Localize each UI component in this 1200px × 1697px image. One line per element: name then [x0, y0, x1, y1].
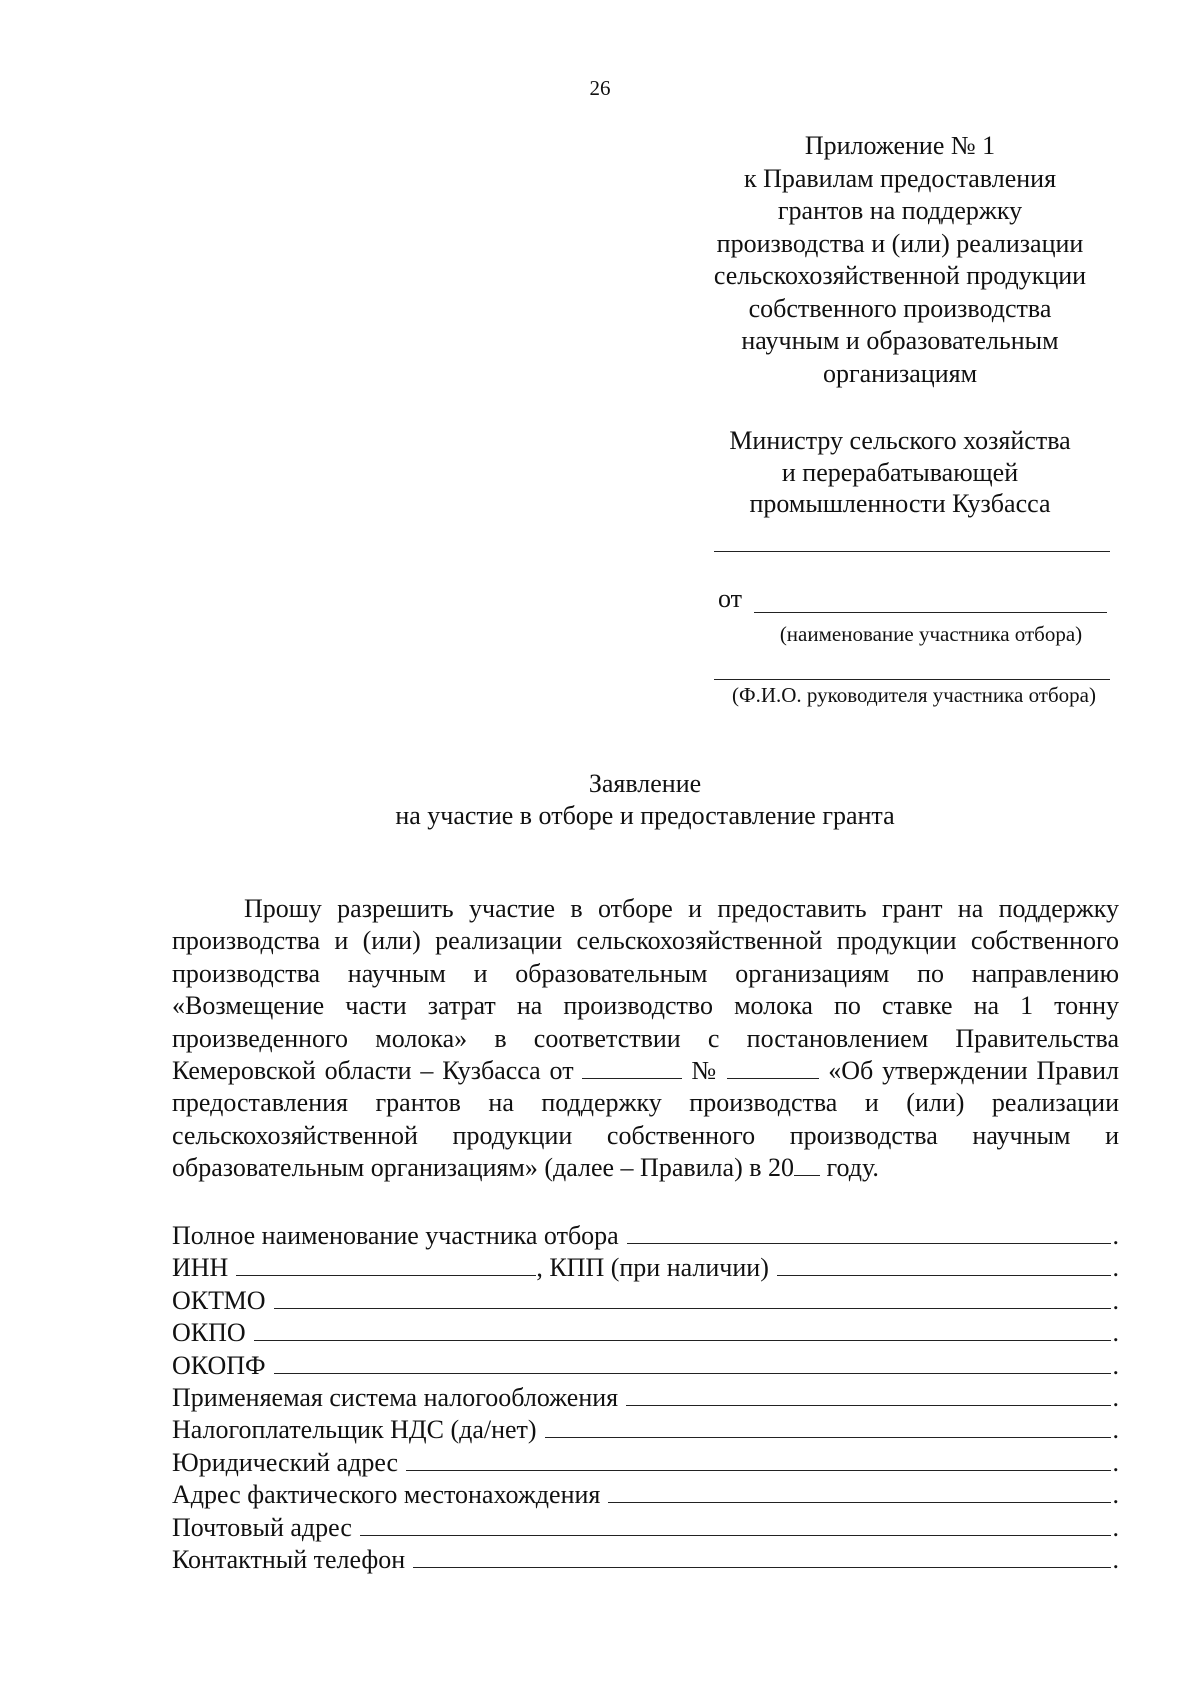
participant-details	[172, 1220, 1119, 1576]
document-title	[0, 768, 1200, 832]
end-mark: .	[1112, 1512, 1119, 1542]
appendix-line: собственного производства	[748, 293, 1052, 323]
phone-blank[interactable]	[413, 1545, 1110, 1568]
appendix-line: организациям	[822, 358, 978, 388]
appendix-line: сельскохозяйственной продукции	[713, 261, 1087, 290]
inn-blank[interactable]	[236, 1253, 536, 1276]
oktmo-blank[interactable]	[274, 1286, 1111, 1309]
postal-address-blank[interactable]	[360, 1513, 1111, 1536]
page-number: 26	[589, 76, 611, 100]
full-name-blank[interactable]	[627, 1221, 1111, 1244]
field-vat-payer	[172, 1414, 1119, 1446]
end-mark: .	[1112, 1318, 1119, 1348]
year-suffix: году.	[826, 1153, 879, 1183]
okopf-blank[interactable]	[274, 1351, 1111, 1374]
head-name-line	[714, 653, 1110, 680]
request-text-part2: «Об утверждении Правил предоставления грантов на поддержку производства и (или) реализации сельскохозяйственной продукции собственного производства научным и образовательным организациям» (далее – Правила) в	[172, 1056, 1120, 1183]
request-text-part1: Прошу разрешить участие в отборе и предоставить грант на поддержку производства и (или) реализации сельскохозяйственной продукции собственного производства научным и образовательным организациям по направлению «Возмещение части затрат на производство молока по ставке на 1 тонну произведенного молока» в соответствии с постановлением Правительства Кемеровской области – Кузбасса от	[172, 894, 1119, 1086]
addressee-line: и перерабатывающей	[781, 457, 1019, 487]
addressee-block	[675, 425, 1125, 520]
end-mark: .	[1112, 1221, 1119, 1250]
title-line: Заявление	[588, 769, 702, 798]
field-okopf	[172, 1350, 1119, 1382]
field-actual-address	[172, 1479, 1119, 1511]
field-label: ОКТМО	[172, 1285, 266, 1315]
field-tax-system	[172, 1382, 1119, 1414]
kpp-blank[interactable]	[777, 1253, 1111, 1276]
field-label: ОКОПФ	[172, 1350, 266, 1380]
legal-address-blank[interactable]	[406, 1448, 1110, 1471]
end-mark: .	[1112, 1285, 1119, 1315]
field-phone	[172, 1544, 1119, 1576]
end-mark: .	[1112, 1382, 1119, 1412]
field-label: Почтовый адрес	[172, 1512, 352, 1542]
decree-number-blank	[727, 1056, 819, 1079]
appendix-line: производства и (или) реализации	[716, 228, 1084, 258]
addressee-line: промышленности Кузбасса	[749, 489, 1051, 518]
field-label: ИНН	[172, 1253, 229, 1283]
field-label: Юридический адрес	[172, 1447, 399, 1477]
year-blank	[794, 1153, 820, 1176]
minister-name-line	[714, 525, 1110, 552]
field-inn-kpp	[172, 1252, 1119, 1284]
appendix-line: научным и образовательным	[741, 326, 1059, 355]
addressee-line: Министру сельского хозяйства	[729, 426, 1071, 455]
vat-payer-blank[interactable]	[545, 1415, 1111, 1438]
field-label: Контактный телефон	[172, 1544, 406, 1574]
field-label: Налогоплательщик НДС (да/нет)	[172, 1415, 537, 1445]
participant-caption: (наименование участника отбора)	[779, 622, 1083, 646]
decree-date-blank	[582, 1056, 682, 1079]
okpo-blank[interactable]	[254, 1318, 1111, 1341]
number-sign: №	[691, 1056, 719, 1086]
actual-address-blank[interactable]	[608, 1480, 1110, 1503]
year-prefix: 20	[768, 1153, 795, 1183]
end-mark: .	[1112, 1544, 1119, 1574]
end-mark: .	[1112, 1415, 1119, 1445]
appendix-line: к Правилам предоставления	[743, 163, 1057, 193]
head-caption: (Ф.И.О. руководителя участника отбора)	[732, 683, 1096, 707]
field-label: ОКПО	[172, 1318, 246, 1348]
request-paragraph	[172, 893, 1119, 1185]
participant-name-line	[754, 586, 1107, 613]
field-label: Полное наименование участника отбора	[172, 1221, 619, 1250]
appendix-line: грантов на поддержку	[777, 196, 1023, 225]
tax-system-blank[interactable]	[626, 1383, 1110, 1406]
end-mark: .	[1112, 1447, 1119, 1477]
field-legal-address	[172, 1447, 1119, 1479]
field-oktmo	[172, 1285, 1119, 1317]
appendix-line: Приложение № 1	[804, 131, 996, 160]
field-label: , КПП (при наличии)	[536, 1253, 769, 1283]
from-label: от	[718, 584, 743, 613]
field-okpo	[172, 1317, 1119, 1349]
field-label: Применяемая система налогообложения	[172, 1382, 619, 1412]
end-mark: .	[1112, 1480, 1119, 1510]
field-full-name	[172, 1220, 1119, 1252]
title-subline: на участие в отборе и предоставление гранта	[395, 801, 895, 830]
end-mark: .	[1112, 1350, 1119, 1380]
end-mark: .	[1112, 1253, 1119, 1283]
field-postal-address	[172, 1512, 1119, 1544]
field-label: Адрес фактического местонахождения	[172, 1480, 601, 1510]
appendix-heading	[675, 130, 1125, 390]
